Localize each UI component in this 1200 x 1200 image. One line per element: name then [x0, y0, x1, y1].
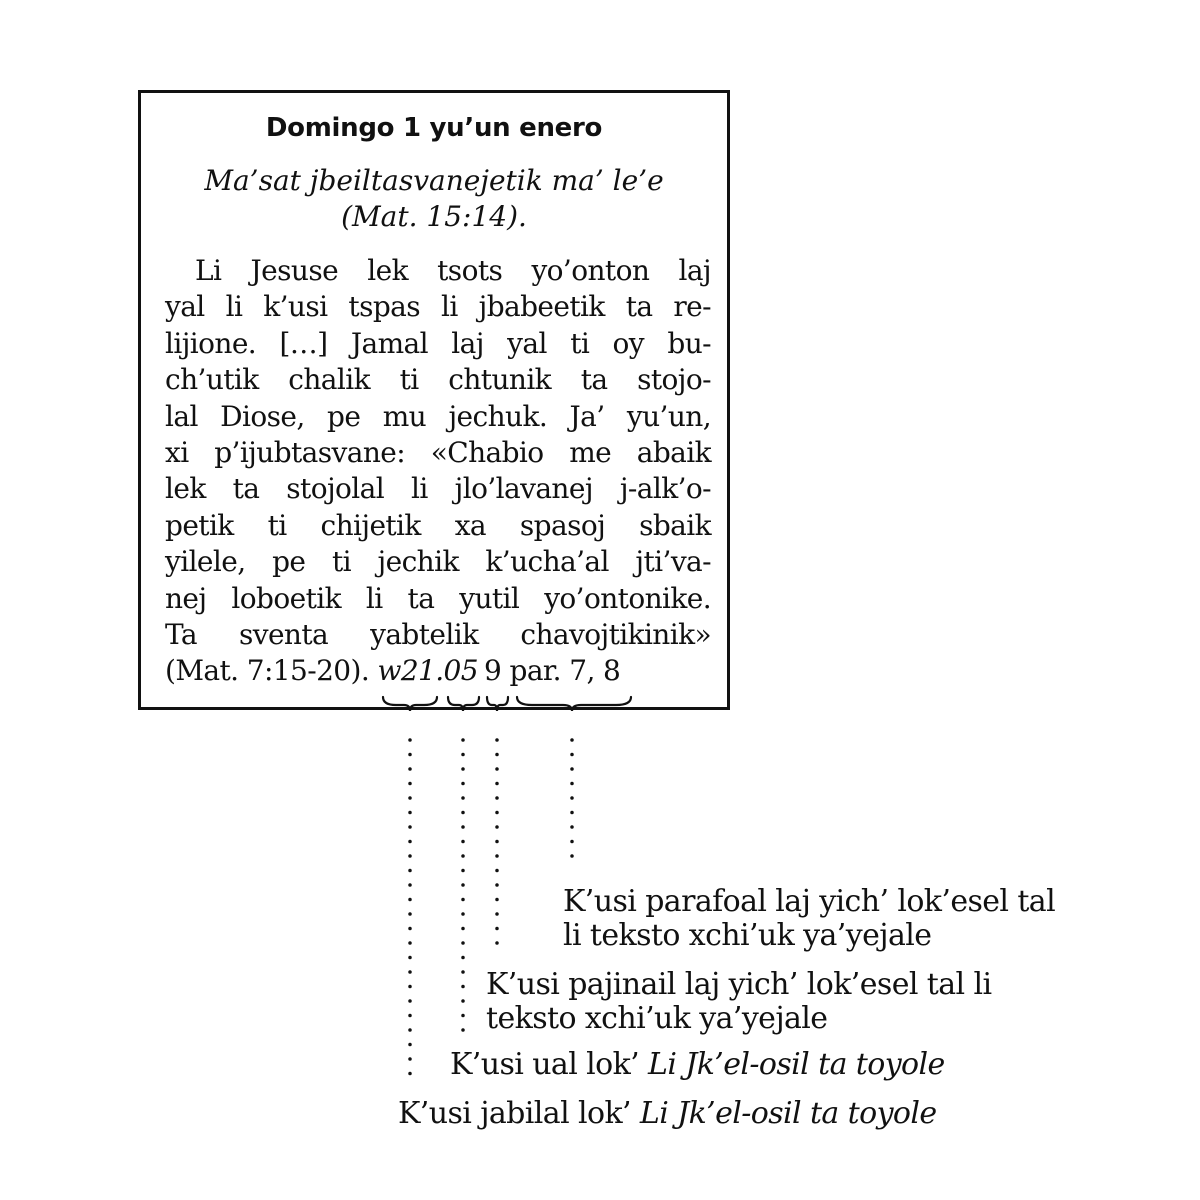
label-paragraph-line-2: li teksto xchi’uk ya’yejale	[563, 918, 932, 953]
label-page-line-1: K’usi pajinail laj yich’ lok’esel tal li	[486, 967, 992, 1002]
body-line: yilele, pe ti jechik k’ucha’al jti’va-	[165, 545, 711, 579]
body-line: xi p’ijubtasvane: «Chabio me abaik	[165, 436, 711, 470]
label-year-title: Li Jk’el-osil ta toyole	[639, 1096, 937, 1131]
body-line: lijione. […] Jamal laj yal ti oy bu-	[165, 326, 711, 360]
label-paragraph	[563, 885, 1055, 953]
brace-issue	[448, 697, 479, 711]
reference-page: 9	[483, 654, 502, 688]
label-issue-prefix: K’usi ual lok’	[450, 1047, 640, 1082]
body-line: yal li k’usi tspas li jbabeetik ta re-	[165, 290, 711, 324]
brace-paragraph	[517, 697, 631, 711]
daily-text-date: Domingo 1 yu’un enero	[265, 113, 603, 143]
brace-page	[487, 697, 508, 711]
label-page	[486, 968, 991, 1036]
reference-publication: w21.05	[377, 654, 478, 688]
verse-line-1: Ma’sat jbeiltasvanejetik ma’ le’e	[204, 164, 664, 197]
body-line: lal Diose, pe mu jechuk. Ja’ yu’un,	[165, 399, 711, 433]
brace-year	[383, 697, 437, 711]
body-line: ch’utik chalik ti chtunik ta stojo-	[165, 363, 711, 397]
body-line: nej loboetik li ta yutil yo’ontonike.	[165, 581, 711, 615]
body-line: lek ta stojolal li jlo’lavanej j-alk’o-	[165, 472, 711, 506]
reference-paragraph: par. 7, 8	[509, 654, 621, 688]
label-year	[398, 1097, 937, 1131]
body-line: Li Jesuse lek tsots yo’onton laj	[195, 254, 711, 287]
label-page-line-2: teksto xchi’uk ya’yejale	[486, 1001, 828, 1036]
scripture-citation: (Mat. 7:15-20).	[165, 654, 370, 688]
label-paragraph-line-1: K’usi parafoal laj yich’ lok’esel tal	[563, 884, 1056, 919]
label-year-prefix: K’usi jabilal lok’	[398, 1096, 631, 1131]
body-line: Ta sventa yabtelik chavojtikinik»	[165, 618, 711, 652]
verse-line-2: (Mat. 15:14).	[341, 200, 527, 233]
label-issue-title: Li Jk’el-osil ta toyole	[648, 1047, 945, 1082]
body-line: petik ti chijetik xa spasoj sbaik	[165, 508, 711, 542]
label-issue	[450, 1048, 945, 1082]
